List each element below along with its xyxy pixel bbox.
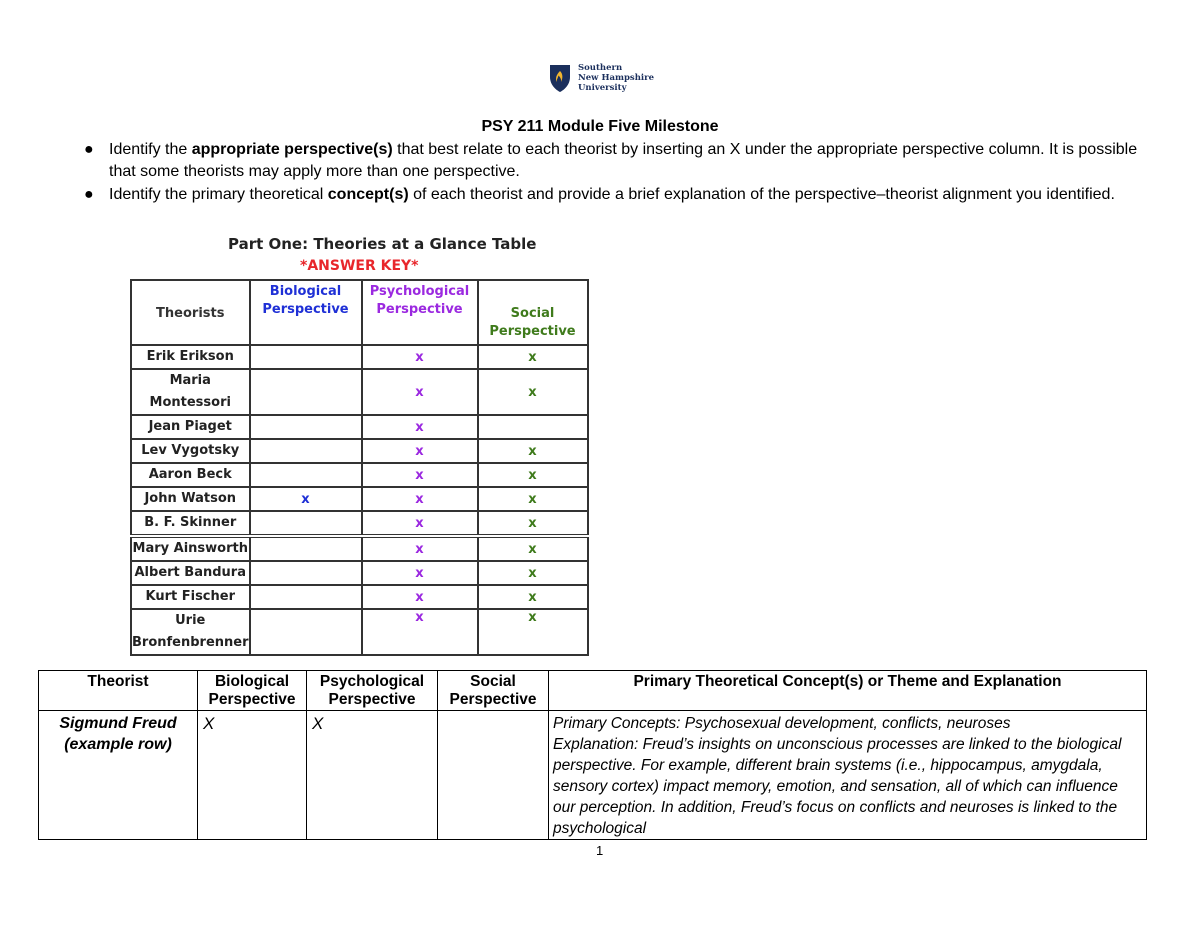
theorist-name: Maria Montessori	[131, 369, 250, 415]
header-biological: Biological Perspective	[250, 280, 362, 345]
soc-mark: x	[478, 561, 588, 585]
explanation-text: Explanation: Freud’s insights on unconscious processes are linked to the biological perspective. For example, different brain systems (i.e., hippocampus, amygdala, sensory cortex) impact memory, emotion, and sensation, all of which can influence our perception. In addition, Freud’s focus on conflicts and neuroses is linked to the psychological	[553, 736, 1122, 837]
table-row	[131, 609, 588, 655]
theorist-worksheet-table	[38, 670, 1147, 840]
table-row	[131, 369, 588, 415]
table-row	[131, 487, 588, 511]
instruction-item	[84, 139, 1154, 183]
instruction-text-pre: Identify the primary theoretical	[109, 186, 328, 203]
psy-mark: x	[362, 585, 478, 609]
answer-key-title: Part One: Theories at a Glance Table	[228, 235, 537, 253]
theorist-name: B. F. Skinner	[131, 511, 250, 536]
logo-wordmark	[578, 63, 654, 93]
header-psychological: Psychological Perspective	[362, 280, 478, 345]
soc-mark: x	[478, 439, 588, 463]
bio-mark	[250, 585, 362, 609]
university-logo	[548, 63, 668, 95]
logo-line-3: University	[578, 83, 627, 93]
answer-key-body	[131, 345, 588, 655]
document-title: PSY 211 Module Five Milestone	[481, 118, 719, 135]
instruction-text-pre: Identify the	[109, 141, 192, 158]
table-row	[131, 536, 588, 561]
soc-mark: x	[478, 369, 588, 415]
psy-mark-cell[interactable]: X	[307, 711, 438, 840]
soc-mark: x	[478, 511, 588, 536]
soc-mark: x	[478, 585, 588, 609]
primary-concepts-text: Primary Concepts: Psychosexual development, conflicts, neuroses	[553, 715, 1011, 732]
instruction-text-bold: appropriate perspective(s)	[191, 141, 393, 158]
soc-mark: x	[478, 487, 588, 511]
psy-mark: x	[362, 561, 478, 585]
psy-mark: x	[362, 536, 478, 561]
table-row	[131, 463, 588, 487]
table-row	[131, 415, 588, 439]
table-row	[131, 345, 588, 369]
theorist-name: Jean Piaget	[131, 415, 250, 439]
col-biological: Biological Perspective	[198, 671, 307, 711]
bullet-icon: ●	[84, 186, 94, 203]
col-social: Social Perspective	[438, 671, 549, 711]
soc-mark	[478, 415, 588, 439]
soc-mark: x	[478, 345, 588, 369]
bio-mark	[250, 561, 362, 585]
bio-mark	[250, 536, 362, 561]
example-theorist-cell[interactable]: Sigmund Freud (example row)	[39, 711, 198, 840]
table-row	[131, 439, 588, 463]
instructions-list	[84, 139, 1154, 207]
psy-mark: x	[362, 439, 478, 463]
theorist-name: Kurt Fischer	[131, 585, 250, 609]
psy-mark: x	[362, 463, 478, 487]
psy-mark: x	[362, 369, 478, 415]
soc-mark: x	[478, 536, 588, 561]
theorist-name: Erik Erikson	[131, 345, 250, 369]
bio-mark-cell[interactable]: X	[198, 711, 307, 840]
table-row	[131, 511, 588, 536]
theorist-name: Aaron Beck	[131, 463, 250, 487]
bullet-icon: ●	[84, 141, 94, 158]
bio-mark	[250, 369, 362, 415]
table-row	[39, 711, 1147, 840]
instruction-text-bold: concept(s)	[327, 186, 409, 203]
bio-mark	[250, 415, 362, 439]
bio-mark: x	[250, 487, 362, 511]
theorist-name: Albert Bandura	[131, 561, 250, 585]
psy-mark: x	[362, 609, 478, 655]
answer-key-table	[130, 279, 589, 656]
logo-line-2: New Hampshire	[578, 73, 655, 83]
theorist-name: Urie Bronfenbrenner	[131, 609, 250, 655]
soc-mark-cell[interactable]	[438, 711, 549, 840]
logo-line-1: Southern	[578, 63, 623, 73]
theorist-name: Mary Ainsworth	[131, 536, 250, 561]
psy-mark: x	[362, 415, 478, 439]
bio-mark	[250, 609, 362, 655]
soc-mark: x	[478, 463, 588, 487]
header-theorists: Theorists	[131, 280, 250, 345]
answer-key-subtitle: *ANSWER KEY*	[300, 258, 419, 274]
bio-mark	[250, 439, 362, 463]
instruction-text-post: that best relate to each theorist by inserting an X under the appropriate perspective column. It is possible that some theorists may apply more than one perspective.	[109, 141, 1138, 180]
bio-mark	[250, 463, 362, 487]
header-social: Social Perspective	[478, 280, 588, 345]
theorist-name: Lev Vygotsky	[131, 439, 250, 463]
col-concept: Primary Theoretical Concept(s) or Theme and Explanation	[549, 671, 1147, 711]
page-number: 1	[596, 843, 604, 858]
concept-explanation-cell[interactable]	[549, 711, 1147, 840]
psy-mark: x	[362, 487, 478, 511]
instruction-item	[84, 184, 1154, 206]
soc-mark: x	[478, 609, 588, 655]
theorist-name: John Watson	[131, 487, 250, 511]
table-row	[131, 561, 588, 585]
col-psychological: Psychological Perspective	[307, 671, 438, 711]
bio-mark	[250, 345, 362, 369]
col-theorist: Theorist	[39, 671, 198, 711]
psy-mark: x	[362, 345, 478, 369]
bio-mark	[250, 511, 362, 536]
psy-mark: x	[362, 511, 478, 536]
instruction-text-post: of each theorist and provide a brief explanation of the perspective–theorist alignment you identified.	[408, 186, 1115, 203]
snhu-shield-flame-icon	[548, 63, 572, 93]
table-row	[131, 585, 588, 609]
